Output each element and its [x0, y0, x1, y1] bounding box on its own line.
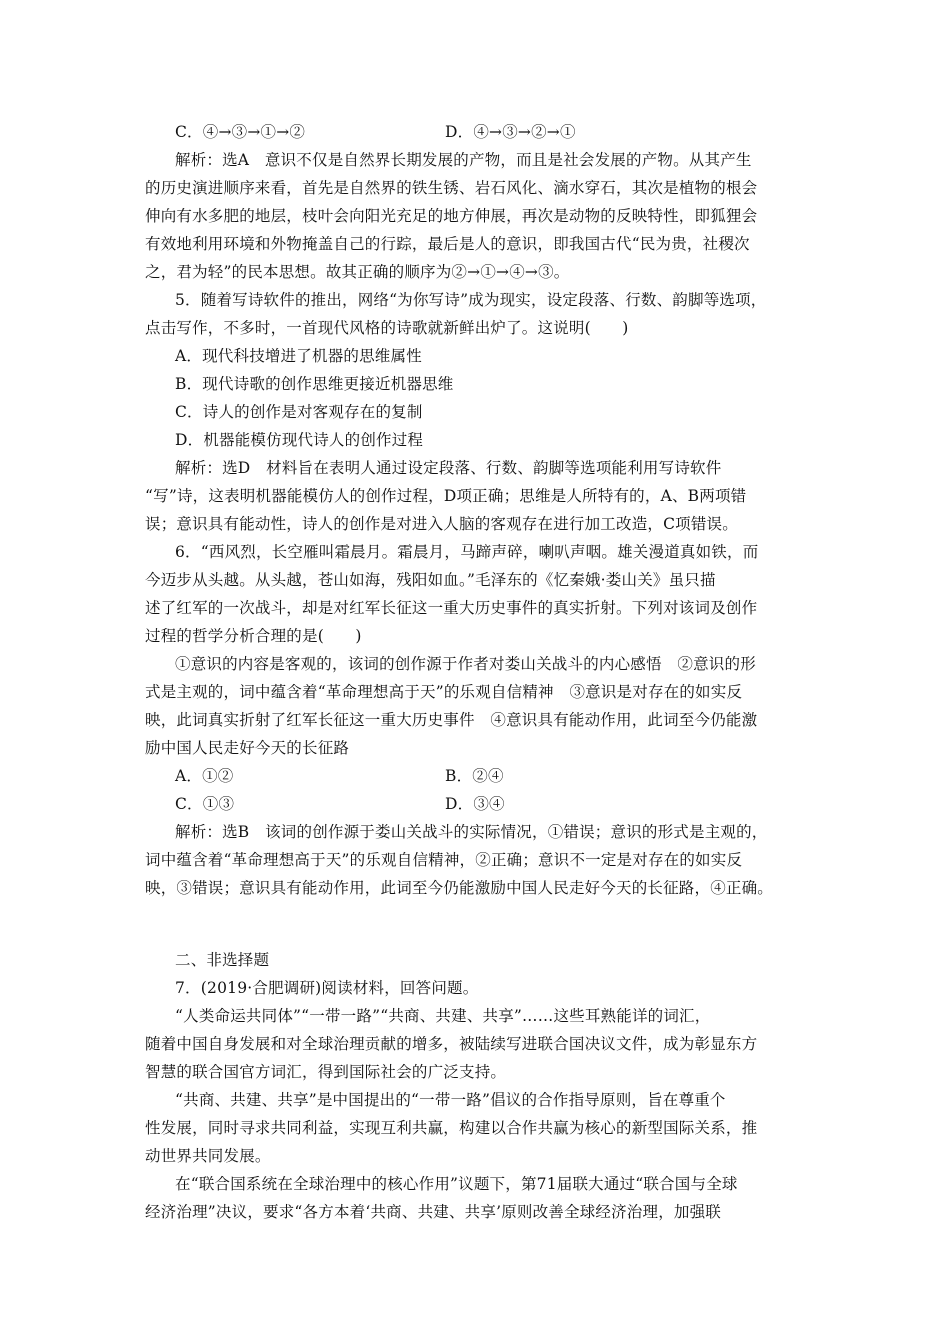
q6-option-c: C．①③ — [175, 795, 235, 813]
q4-option-c: C．④→③→①→② — [175, 123, 306, 141]
q6-statement-line: 式是主观的，词中蕴含着“革命理想高于天”的乐观自信精神 ③意识是对存在的如实反 — [145, 683, 743, 701]
q5-option-d: D．机器能模仿现代诗人的创作过程 — [175, 431, 424, 449]
q6-statement-line: ①意识的内容是客观的，该词的创作源于作者对娄山关战斗的内心感悟 ②意识的形 — [175, 655, 756, 673]
q7-intro: 7．(2019·合肥调研)阅读材料，回答问题。 — [175, 979, 479, 997]
q4-analysis-line: 有效地利用环境和外物掩盖自己的行踪，最后是人的意识，即我国古代“民为贵，社稷次 — [145, 235, 750, 253]
q7-material-line: 智慧的联合国官方词汇，得到国际社会的广泛支持。 — [145, 1063, 507, 1081]
q6-analysis-line: 词中蕴含着“革命理想高于天”的乐观自信精神，②正确；意识不一定是对存在的如实反 — [145, 851, 743, 869]
q7-material-line: 动世界共同发展。 — [145, 1147, 271, 1165]
q7-material-line: “共商、共建、共享”是中国提出的“一带一路”倡议的合作指导原则，旨在尊重个 — [175, 1091, 726, 1109]
q4-options-cd — [175, 122, 855, 142]
q7-material-line: “人类命运共同体”“一带一路”“共商、共建、共享”……这些耳熟能详的词汇， — [175, 1007, 711, 1025]
q4-option-d: D．④→③→②→① — [445, 123, 576, 141]
q6-options-ab — [175, 766, 855, 786]
q4-analysis-line: 解析：选A 意识不仅是自然界长期发展的产物，而且是社会发展的产物。从其产生 — [175, 151, 752, 169]
q5-option-b: B．现代诗歌的创作思维更接近机器思维 — [175, 375, 454, 393]
q6-option-d: D．③④ — [445, 795, 505, 813]
q6-stem-line: 6．“西风烈，长空雁叫霜晨月。霜晨月，马蹄声碎，喇叭声咽。雄关漫道真如铁，而 — [175, 543, 759, 561]
q4-analysis-line: 伸向有水多肥的地层，枝叶会向阳光充足的地方伸展，再次是动物的反映特性，即狐狸会 — [145, 207, 758, 225]
q7-material-line: 经济治理”决议，要求“各方本着‘共商、共建、共享’原则改善全球经济治理，加强联 — [145, 1203, 722, 1221]
q5-option-c: C．诗人的创作是对客观存在的复制 — [175, 403, 423, 421]
q5-stem-line: 5．随着写诗软件的推出，网络“为你写诗”成为现实，设定段落、行数、韵脚等选项， — [175, 291, 767, 309]
q5-analysis-line: “写”诗，这表明机器能模仿人的创作过程，D项正确；思维是人所特有的，A、B两项错 — [145, 487, 747, 505]
q7-material-line: 在“联合国系统在全球治理中的核心作用”议题下，第71届联大通过“联合国与全球 — [175, 1175, 738, 1193]
q6-analysis-line: 映，③错误；意识具有能动作用，此词至今仍能激励中国人民走好今天的长征路，④正确。 — [145, 879, 774, 897]
q6-analysis-line: 解析：选B 该词的创作源于娄山关战斗的实际情况，①错误；意识的形式是主观的， — [175, 823, 768, 841]
q7-material-line: 性发展，同时寻求共同利益，实现互利共赢，构建以合作共赢为核心的新型国际关系，推 — [145, 1119, 758, 1137]
q6-stem-line: 今迈步从头越。从头越，苍山如海，残阳如血。”毛泽东的《忆秦娥·娄山关》虽只描 — [145, 571, 716, 589]
q5-analysis-line: 误；意识具有能动性，诗人的创作是对进入人脑的客观存在进行加工改造，C项错误。 — [145, 515, 738, 533]
q5-option-a: A．现代科技增进了机器的思维属性 — [175, 347, 422, 365]
q4-analysis-line: 之，君为轻”的民本思想。故其正确的顺序为②→①→④→③。 — [145, 263, 570, 281]
q6-option-a: A．①② — [175, 767, 234, 785]
q6-stem-line: 述了红军的一次战斗，却是对红军长征这一重大历史事件的真实折射。下列对该词及创作 — [145, 599, 758, 617]
q5-stem-line: 点击写作，不多时，一首现代风格的诗歌就新鲜出炉了。这说明( ) — [145, 319, 629, 337]
q6-stem-line: 过程的哲学分析合理的是( ) — [145, 627, 362, 645]
q6-option-b: B．②④ — [445, 767, 504, 785]
q4-analysis-line: 的历史演进顺序来看，首先是自然界的铁生锈、岩石风化、滴水穿石，其次是植物的根会 — [145, 179, 758, 197]
q5-analysis-line: 解析：选D 材料旨在表明人通过设定段落、行数、韵脚等选项能利用写诗软件 — [175, 459, 722, 477]
q6-statement-line: 励中国人民走好今天的长征路 — [145, 739, 350, 757]
q6-options-cd — [175, 794, 855, 814]
q7-material-line: 随着中国自身发展和对全球治理贡献的增多，被陆续写进联合国决议文件，成为彰显东方 — [145, 1035, 758, 1053]
q6-statement-line: 映，此词真实折射了红军长征这一重大历史事件 ④意识具有能动作用，此词至今仍能激 — [145, 711, 758, 729]
section-heading: 二、非选择题 — [175, 951, 270, 969]
